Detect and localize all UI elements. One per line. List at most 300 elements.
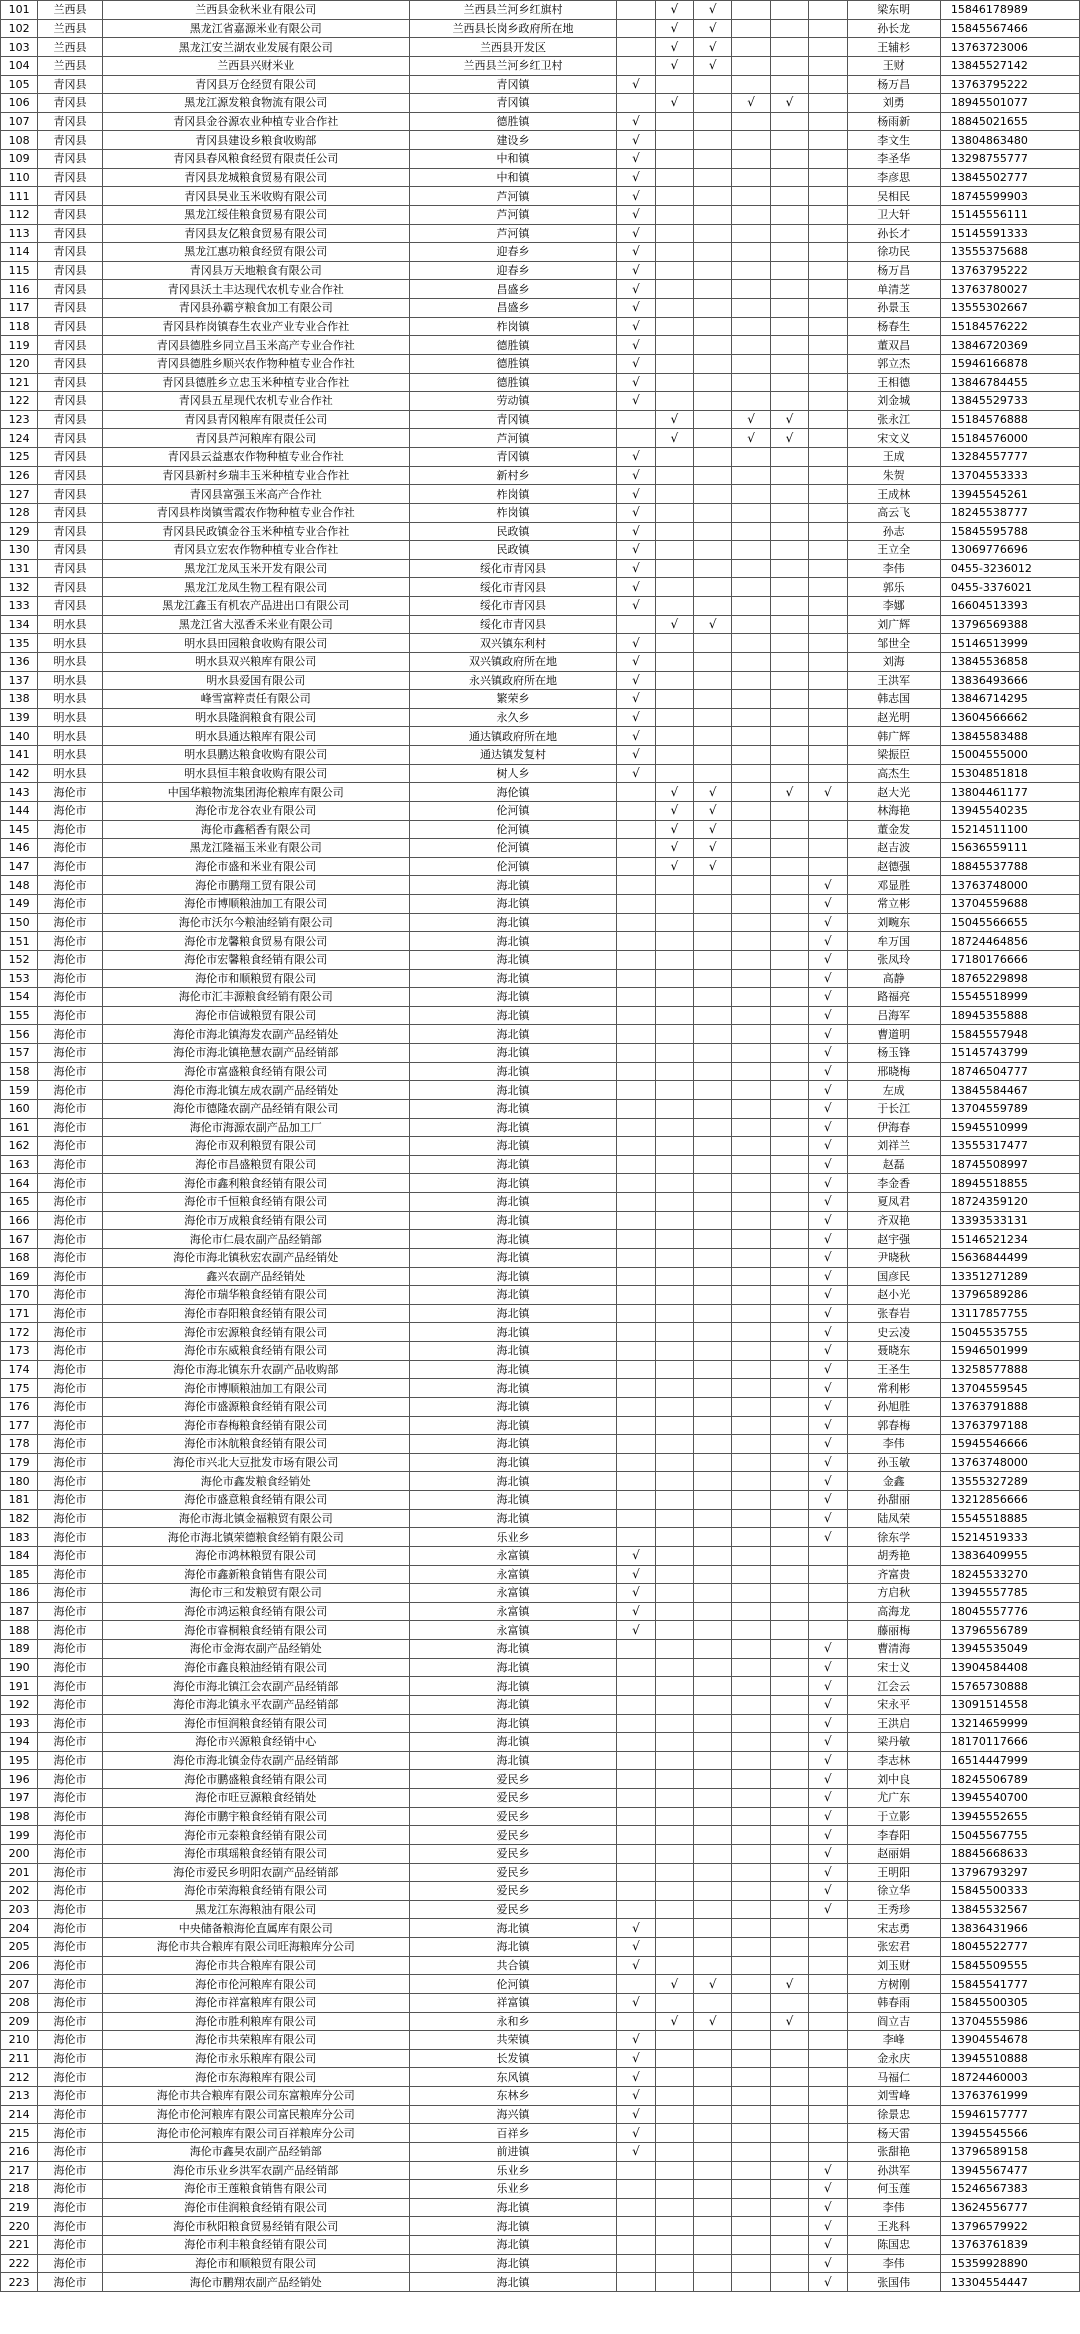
checkmark-cell: √ [617, 2142, 655, 2161]
check-cell [694, 969, 732, 988]
table-row [1, 2124, 1080, 2143]
check-cell [770, 2124, 808, 2143]
check-cell [809, 2124, 847, 2143]
contact-person-cell: 赵宇强 [847, 1230, 940, 1249]
check-cell [694, 597, 732, 616]
table-row [1, 839, 1080, 858]
check-cell [694, 1025, 732, 1044]
check-cell [694, 2217, 732, 2236]
contact-person-cell: 张永江 [847, 410, 940, 429]
check-cell [655, 652, 693, 671]
contact-person-cell: 孙旭胜 [847, 1397, 940, 1416]
table-row [1, 1658, 1080, 1677]
checkmark-cell: √ [809, 913, 847, 932]
check-cell [809, 690, 847, 709]
check-cell [770, 857, 808, 876]
check-cell [732, 950, 770, 969]
check-cell [732, 112, 770, 131]
table-row [1, 727, 1080, 746]
check-cell [770, 1, 808, 20]
contact-person-cell: 马福仁 [847, 2068, 940, 2087]
check-cell [655, 2124, 693, 2143]
checkmark-cell: √ [809, 1081, 847, 1100]
check-cell [694, 131, 732, 150]
check-cell [655, 522, 693, 541]
table-row [1, 1267, 1080, 1286]
row-number-cell: 135 [1, 634, 38, 653]
check-cell [694, 373, 732, 392]
check-cell [617, 1789, 655, 1808]
check-cell [694, 1863, 732, 1882]
check-cell [694, 1248, 732, 1267]
check-cell [694, 1193, 732, 1212]
check-cell [655, 1099, 693, 1118]
check-cell [732, 1956, 770, 1975]
checkmark-cell: √ [694, 2012, 732, 2031]
check-cell [770, 38, 808, 57]
check-cell [694, 634, 732, 653]
phone-number-cell: 15214519333 [940, 1528, 1079, 1547]
address-cell: 爱民乡 [409, 1900, 617, 1919]
checkmark-cell: √ [809, 1658, 847, 1677]
checkmark-cell: √ [617, 1938, 655, 1957]
check-cell [655, 2031, 693, 2050]
address-cell: 永富镇 [409, 1621, 617, 1640]
table-row [1, 1230, 1080, 1249]
check-cell [732, 1584, 770, 1603]
company-name-cell: 海伦市旺豆源粮食经销处 [102, 1789, 409, 1808]
address-cell: 海北镇 [409, 1044, 617, 1063]
check-cell [809, 2105, 847, 2124]
company-name-cell: 青冈县建设乡粮食收购部 [102, 131, 409, 150]
check-cell [770, 652, 808, 671]
contact-person-cell: 孙玉敏 [847, 1453, 940, 1472]
check-cell [770, 205, 808, 224]
check-cell [655, 205, 693, 224]
address-cell: 民政镇 [409, 541, 617, 560]
county-cell: 兰西县 [38, 38, 102, 57]
check-cell [617, 801, 655, 820]
company-name-cell: 海伦市鹏翔农副产品经销处 [102, 2273, 409, 2292]
row-number-cell: 191 [1, 1677, 38, 1696]
check-cell [617, 1025, 655, 1044]
checkmark-cell: √ [617, 2105, 655, 2124]
check-cell [732, 261, 770, 280]
check-cell [770, 2236, 808, 2255]
check-cell [809, 522, 847, 541]
company-name-cell: 海伦市永乐粮库有限公司 [102, 2049, 409, 2068]
phone-number-cell: 13945552655 [940, 1807, 1079, 1826]
check-cell [694, 1099, 732, 1118]
company-name-cell: 海伦市海北镇金侍农副产品经销部 [102, 1751, 409, 1770]
address-cell: 芦河镇 [409, 429, 617, 448]
phone-number-cell: 15146521234 [940, 1230, 1079, 1249]
checkmark-cell: √ [809, 1360, 847, 1379]
phone-number-cell: 18170117666 [940, 1733, 1079, 1752]
address-cell: 双兴镇东利村 [409, 634, 617, 653]
check-cell [694, 1602, 732, 1621]
table-row [1, 75, 1080, 94]
checkmark-cell: √ [770, 2012, 808, 2031]
check-cell [770, 299, 808, 318]
phone-number-cell: 13836493666 [940, 671, 1079, 690]
check-cell [732, 1155, 770, 1174]
table-row [1, 895, 1080, 914]
check-cell [732, 1733, 770, 1752]
check-cell [770, 280, 808, 299]
check-cell [732, 820, 770, 839]
county-cell: 青冈县 [38, 541, 102, 560]
row-number-cell: 185 [1, 1565, 38, 1584]
company-name-cell: 海伦市金海农副产品经销处 [102, 1640, 409, 1659]
check-cell [770, 1584, 808, 1603]
check-cell [617, 1193, 655, 1212]
check-cell [655, 1006, 693, 1025]
company-name-cell: 青冈县民政镇金谷玉米种植专业合作社 [102, 522, 409, 541]
row-number-cell: 180 [1, 1472, 38, 1491]
checkmark-cell: √ [655, 1, 693, 20]
checkmark-cell: √ [617, 671, 655, 690]
contact-person-cell: 陈国忠 [847, 2236, 940, 2255]
address-cell: 爱民乡 [409, 1863, 617, 1882]
check-cell [809, 857, 847, 876]
check-cell [617, 2273, 655, 2292]
row-number-cell: 144 [1, 801, 38, 820]
county-cell: 海伦市 [38, 2087, 102, 2106]
contact-person-cell: 藤丽梅 [847, 1621, 940, 1640]
row-number-cell: 171 [1, 1304, 38, 1323]
check-cell [770, 56, 808, 75]
contact-person-cell: 王明阳 [847, 1863, 940, 1882]
check-cell [770, 1342, 808, 1361]
row-number-cell: 184 [1, 1546, 38, 1565]
check-cell [655, 2236, 693, 2255]
check-cell [732, 2161, 770, 2180]
checkmark-cell: √ [617, 205, 655, 224]
company-name-cell: 海伦市三和发粮贸有限公司 [102, 1584, 409, 1603]
checkmark-cell: √ [617, 373, 655, 392]
county-cell: 海伦市 [38, 1658, 102, 1677]
address-cell: 海北镇 [409, 2273, 617, 2292]
row-number-cell: 153 [1, 969, 38, 988]
company-name-cell: 明水县鹏达粮食收购有限公司 [102, 746, 409, 765]
check-cell [655, 671, 693, 690]
check-cell [617, 1099, 655, 1118]
check-cell [732, 2087, 770, 2106]
phone-number-cell: 13836409955 [940, 1546, 1079, 1565]
row-number-cell: 126 [1, 466, 38, 485]
table-row [1, 876, 1080, 895]
check-cell [617, 2180, 655, 2199]
table-row [1, 2254, 1080, 2273]
table-row [1, 1360, 1080, 1379]
check-cell [617, 1844, 655, 1863]
table-row [1, 112, 1080, 131]
county-cell: 青冈县 [38, 243, 102, 262]
address-cell: 建设乡 [409, 131, 617, 150]
checkmark-cell: √ [694, 801, 732, 820]
check-cell [694, 1491, 732, 1510]
row-number-cell: 158 [1, 1062, 38, 1081]
contact-person-cell: 方树刚 [847, 1975, 940, 1994]
address-cell: 海北镇 [409, 969, 617, 988]
check-cell [694, 1714, 732, 1733]
check-cell [655, 708, 693, 727]
company-name-cell: 海伦市海北镇永平农副产品经销部 [102, 1695, 409, 1714]
checkmark-cell: √ [617, 299, 655, 318]
check-cell [655, 187, 693, 206]
company-name-cell: 海伦市鹏盛粮食经销有限公司 [102, 1770, 409, 1789]
address-cell: 海北镇 [409, 1435, 617, 1454]
table-row [1, 1919, 1080, 1938]
company-name-cell: 海伦市海北镇金福粮贸有限公司 [102, 1509, 409, 1528]
contact-person-cell: 李文生 [847, 131, 940, 150]
table-row [1, 597, 1080, 616]
table-row [1, 1938, 1080, 1957]
check-cell [809, 615, 847, 634]
county-cell: 海伦市 [38, 2031, 102, 2050]
check-cell [732, 2068, 770, 2087]
address-cell: 通达镇发复村 [409, 746, 617, 765]
row-number-cell: 115 [1, 261, 38, 280]
table-row [1, 1621, 1080, 1640]
check-cell [694, 1211, 732, 1230]
check-cell [770, 1323, 808, 1342]
address-cell: 芦河镇 [409, 224, 617, 243]
check-cell [694, 1751, 732, 1770]
check-cell [617, 1211, 655, 1230]
check-cell [694, 503, 732, 522]
address-cell: 海北镇 [409, 1677, 617, 1696]
check-cell [770, 19, 808, 38]
contact-person-cell: 赵吉波 [847, 839, 940, 858]
company-name-cell: 青冈县沃土丰达现代农机专业合作社 [102, 280, 409, 299]
county-cell: 海伦市 [38, 1844, 102, 1863]
table-row [1, 2012, 1080, 2031]
check-cell [694, 224, 732, 243]
check-cell [809, 727, 847, 746]
phone-number-cell: 15945510999 [940, 1118, 1079, 1137]
check-cell [655, 1546, 693, 1565]
check-cell [694, 2198, 732, 2217]
contact-person-cell: 高云飞 [847, 503, 940, 522]
phone-number-cell: 15545518999 [940, 988, 1079, 1007]
checkmark-cell: √ [809, 1807, 847, 1826]
contact-person-cell: 胡秀艳 [847, 1546, 940, 1565]
check-cell [770, 1491, 808, 1510]
county-cell: 明水县 [38, 727, 102, 746]
table-row [1, 1826, 1080, 1845]
table-row [1, 1137, 1080, 1156]
checkmark-cell: √ [617, 652, 655, 671]
check-cell [694, 1565, 732, 1584]
company-name-cell: 青冈县青冈粮库有限责任公司 [102, 410, 409, 429]
county-cell: 青冈县 [38, 354, 102, 373]
row-number-cell: 175 [1, 1379, 38, 1398]
check-cell [655, 150, 693, 169]
company-name-cell: 海伦市鹏宇粮食经销有限公司 [102, 1807, 409, 1826]
contact-person-cell: 邓显胜 [847, 876, 940, 895]
check-cell [770, 1304, 808, 1323]
row-number-cell: 156 [1, 1025, 38, 1044]
check-cell [694, 187, 732, 206]
phone-number-cell: 13945567477 [940, 2161, 1079, 2180]
check-cell [655, 1118, 693, 1137]
check-cell [732, 448, 770, 467]
check-cell [770, 746, 808, 765]
phone-number-cell: 13796579922 [940, 2217, 1079, 2236]
company-name-cell: 海伦市共合粮库有限公司东富粮库分公司 [102, 2087, 409, 2106]
county-cell: 兰西县 [38, 19, 102, 38]
table-row [1, 1975, 1080, 1994]
county-cell: 青冈县 [38, 112, 102, 131]
table-row [1, 1602, 1080, 1621]
company-name-cell: 青冈县芦河粮库有限公司 [102, 429, 409, 448]
phone-number-cell: 13763797188 [940, 1416, 1079, 1435]
address-cell: 兰西县开发区 [409, 38, 617, 57]
check-cell [732, 2031, 770, 2050]
check-cell [732, 764, 770, 783]
check-cell [655, 261, 693, 280]
address-cell: 海北镇 [409, 2236, 617, 2255]
check-cell [617, 876, 655, 895]
check-cell [655, 1081, 693, 1100]
row-number-cell: 114 [1, 243, 38, 262]
table-row [1, 280, 1080, 299]
check-cell [770, 708, 808, 727]
checkmark-cell: √ [809, 1286, 847, 1305]
check-cell [617, 1286, 655, 1305]
address-cell: 绥化市青冈县 [409, 559, 617, 578]
phone-number-cell: 13069776696 [940, 541, 1079, 560]
check-cell [655, 2273, 693, 2292]
row-number-cell: 112 [1, 205, 38, 224]
table-row [1, 1472, 1080, 1491]
address-cell: 海北镇 [409, 950, 617, 969]
check-cell [809, 708, 847, 727]
check-cell [770, 1435, 808, 1454]
check-cell [732, 690, 770, 709]
check-cell [694, 1006, 732, 1025]
check-cell [694, 1826, 732, 1845]
table-row [1, 243, 1080, 262]
phone-number-cell: 15045567755 [940, 1826, 1079, 1845]
check-cell [655, 2087, 693, 2106]
county-cell: 海伦市 [38, 1919, 102, 1938]
table-row [1, 1416, 1080, 1435]
contact-person-cell: 金鑫 [847, 1472, 940, 1491]
checkmark-cell: √ [809, 1882, 847, 1901]
address-cell: 海北镇 [409, 1193, 617, 1212]
check-cell [617, 950, 655, 969]
row-number-cell: 164 [1, 1174, 38, 1193]
check-cell [694, 652, 732, 671]
check-cell [655, 913, 693, 932]
check-cell [655, 1882, 693, 1901]
table-row [1, 1025, 1080, 1044]
check-cell [770, 1360, 808, 1379]
check-cell [655, 1789, 693, 1808]
table-row [1, 652, 1080, 671]
check-cell [694, 1956, 732, 1975]
checkmark-cell: √ [809, 932, 847, 951]
checkmark-cell: √ [655, 38, 693, 57]
row-number-cell: 133 [1, 597, 38, 616]
county-cell: 青冈县 [38, 448, 102, 467]
table-row [1, 1248, 1080, 1267]
check-cell [732, 1919, 770, 1938]
check-cell [694, 1509, 732, 1528]
county-cell: 海伦市 [38, 820, 102, 839]
checkmark-cell: √ [617, 541, 655, 560]
check-cell [732, 1397, 770, 1416]
row-number-cell: 182 [1, 1509, 38, 1528]
check-cell [694, 2049, 732, 2068]
check-cell [732, 1695, 770, 1714]
check-cell [617, 2236, 655, 2255]
phone-number-cell: 15845557948 [940, 1025, 1079, 1044]
table-row [1, 857, 1080, 876]
company-name-cell: 青冈县孙霸亨粮食加工有限公司 [102, 299, 409, 318]
checkmark-cell: √ [809, 2180, 847, 2199]
check-cell [809, 2068, 847, 2087]
check-cell [694, 1472, 732, 1491]
check-cell [732, 2198, 770, 2217]
row-number-cell: 169 [1, 1267, 38, 1286]
address-cell: 绥化市青冈县 [409, 615, 617, 634]
checkmark-cell: √ [617, 1993, 655, 2012]
row-number-cell: 193 [1, 1714, 38, 1733]
check-cell [732, 1472, 770, 1491]
check-cell [694, 1342, 732, 1361]
check-cell [655, 1695, 693, 1714]
contact-person-cell: 李娜 [847, 597, 940, 616]
address-cell: 乐业乡 [409, 2161, 617, 2180]
check-cell [770, 671, 808, 690]
table-row [1, 299, 1080, 318]
company-name-cell: 青冈县万仓经贸有限公司 [102, 75, 409, 94]
contact-person-cell: 于长江 [847, 1099, 940, 1118]
row-number-cell: 154 [1, 988, 38, 1007]
check-cell [732, 1286, 770, 1305]
county-cell: 海伦市 [38, 1993, 102, 2012]
check-cell [694, 336, 732, 355]
contact-person-cell: 王圣生 [847, 1360, 940, 1379]
check-cell [770, 243, 808, 262]
check-cell [732, 1975, 770, 1994]
table-row [1, 2198, 1080, 2217]
checkmark-cell: √ [617, 131, 655, 150]
address-cell: 海北镇 [409, 1640, 617, 1659]
company-name-cell: 海伦市伦河粮库有限公司富民粮库分公司 [102, 2105, 409, 2124]
table-row [1, 1863, 1080, 1882]
contact-person-cell: 张春岩 [847, 1304, 940, 1323]
check-cell [809, 764, 847, 783]
check-cell [617, 1640, 655, 1659]
county-cell: 青冈县 [38, 187, 102, 206]
check-cell [694, 1584, 732, 1603]
address-cell: 海北镇 [409, 1155, 617, 1174]
row-number-cell: 136 [1, 652, 38, 671]
county-cell: 海伦市 [38, 1863, 102, 1882]
contact-person-cell: 李志林 [847, 1751, 940, 1770]
row-number-cell: 146 [1, 839, 38, 858]
check-cell [694, 2180, 732, 2199]
table-row [1, 373, 1080, 392]
company-name-cell: 海伦市鑫发粮食经销处 [102, 1472, 409, 1491]
checkmark-cell: √ [809, 1025, 847, 1044]
table-row [1, 1099, 1080, 1118]
